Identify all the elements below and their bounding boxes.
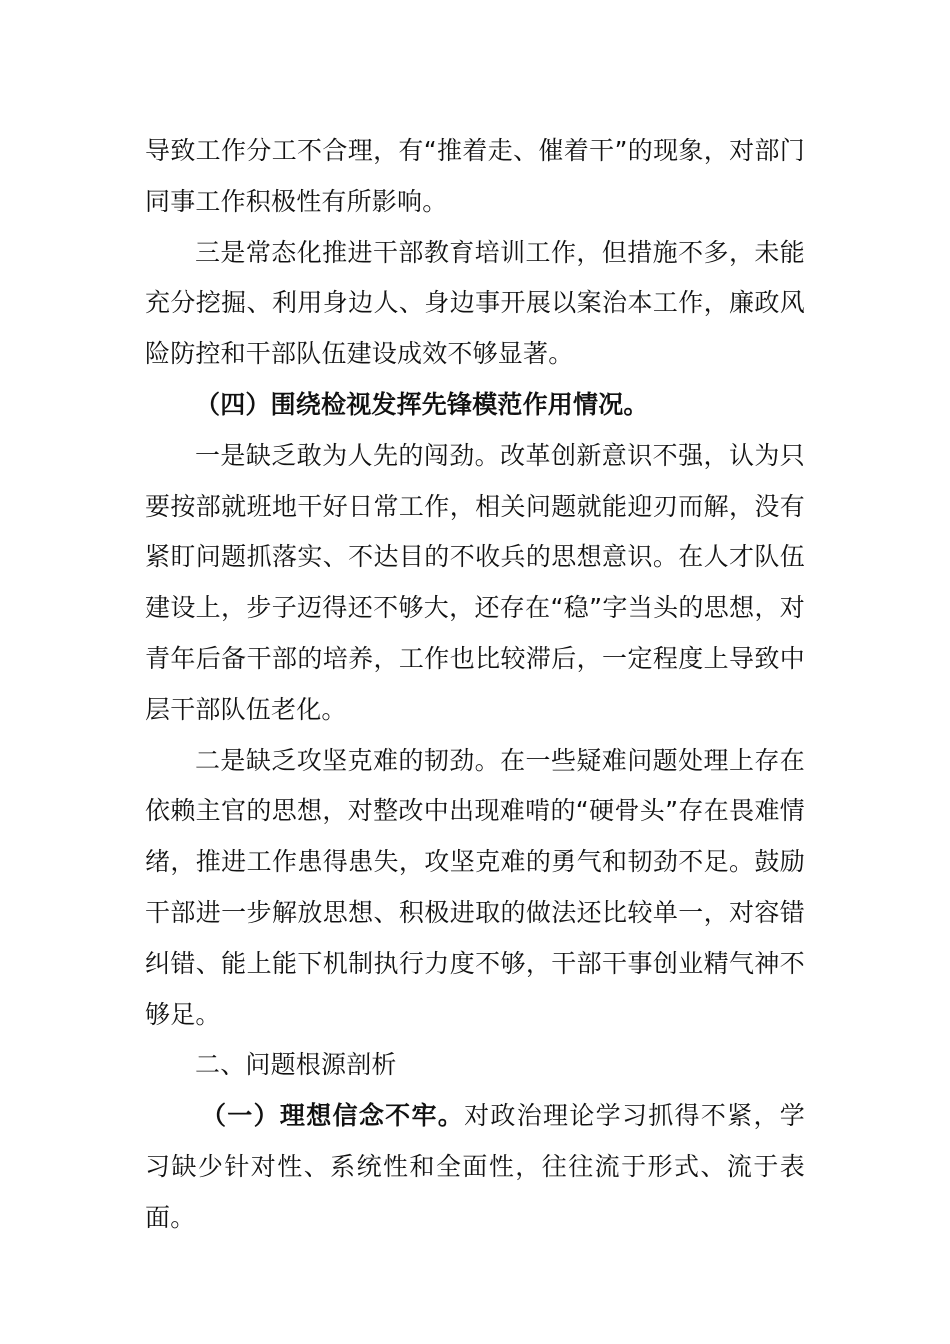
subheading-vanguard-role: （四）围绕检视发挥先锋模范作用情况。 [195, 389, 649, 419]
paragraph-tenacity: 二是缺乏攻坚克难的韧劲。在一些疑难问题处理上存在依赖主官的思想，对整改中出现难啃的“硬骨头”存在畏难情绪，推进工作患得患失，攻坚克难的勇气和韧劲不足。鼓励干部进一步解放思想、积极进取的做法还比较单一，对容错纠错、能上能下机制执行力度不够，干部干事创业精气神不够足。 [145, 745, 805, 1029]
paragraph-ideals-beliefs [145, 1091, 805, 1243]
paragraph-training: 三是常态化推进干部教育培训工作，但措施不多，未能充分挖掘、利用身边人、身边事开展以案治本工作，廉政风险防控和干部队伍建设成效不够显著。 [145, 237, 805, 369]
paragraph-continuation: 导致工作分工不合理，有“推着走、催着干”的现象，对部门同事工作积极性有所影响。 [145, 136, 805, 216]
paragraph-lead-bold: （一）理想信念不牢。 [201, 1101, 465, 1131]
section-heading-root-causes: 二、问题根源剖析 [195, 1050, 397, 1080]
document-body [145, 126, 805, 1244]
paragraph-pioneering-spirit: 一是缺乏敢为人先的闯劲。改革创新意识不强，认为只要按部就班地干好日常工作，相关问题就能迎刃而解，没有紧盯问题抓落实、不达目的不收兵的思想意识。在人才队伍建设上，步子迈得还不够大，还存在“稳”字当头的思想，对青年后备干部的培养，工作也比较滞后，一定程度上导致中层干部队伍老化。 [145, 440, 805, 724]
paragraph-lead-body: 对政治理论学习抓得不紧，学习缺少针对性、系统性和全面性，往往流于形式、流于表面。 [145, 1101, 805, 1232]
